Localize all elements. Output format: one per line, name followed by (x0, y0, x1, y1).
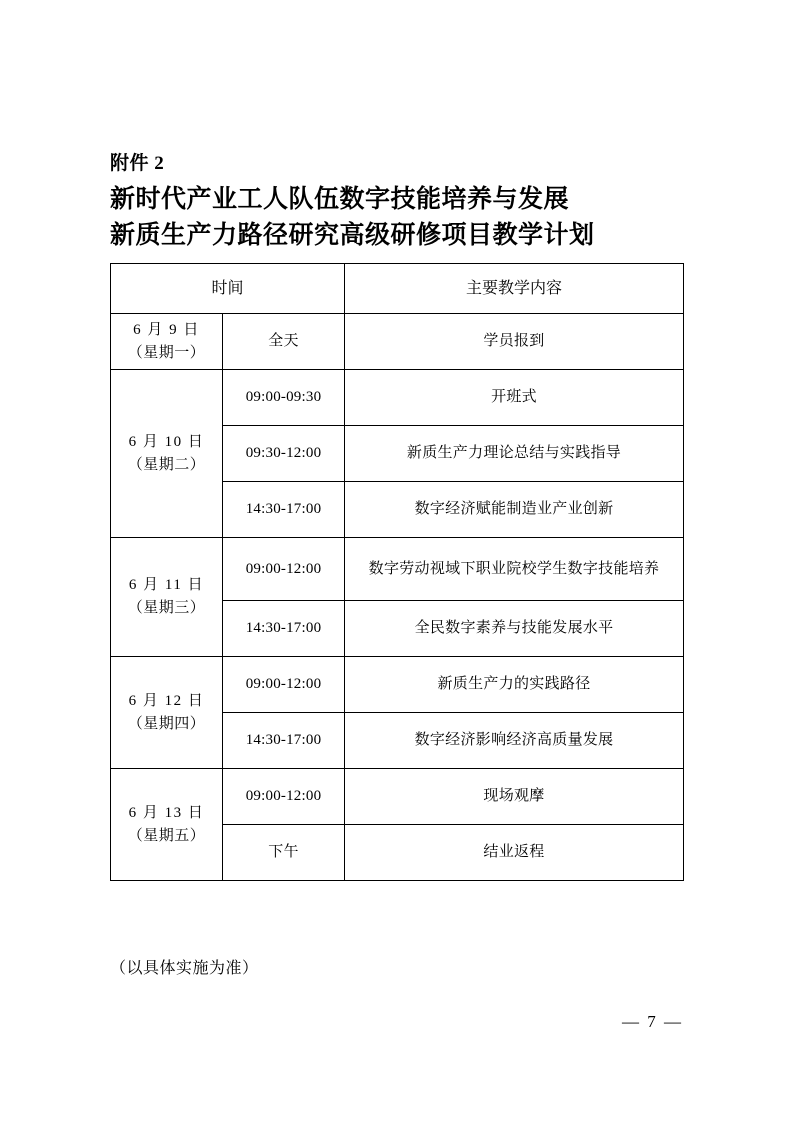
table-row (111, 538, 684, 601)
column-header-time: 时间 (111, 264, 345, 314)
date-cell (111, 314, 223, 370)
date-main: 6 月 10 日 (128, 433, 205, 450)
content-cell: 数字经济影响经济高质量发展 (345, 713, 684, 769)
content-cell: 现场观摩 (345, 769, 684, 825)
date-main: 6 月 13 日 (128, 804, 205, 821)
date-cell (111, 769, 223, 881)
page-title (110, 182, 690, 254)
footnote: （以具体实施为准） (110, 960, 259, 977)
table-row (111, 769, 684, 825)
content-cell: 开班式 (345, 370, 684, 426)
date-sub: （星期二） (127, 456, 206, 473)
date-main: 6 月 12 日 (128, 692, 205, 709)
content-cell: 全民数字素养与技能发展水平 (345, 601, 684, 657)
teaching-plan-table (110, 263, 684, 881)
date-sub: （星期五） (127, 827, 206, 844)
date-cell (111, 538, 223, 657)
time-cell: 09:30-12:00 (223, 426, 345, 482)
content-cell: 新质生产力的实践路径 (345, 657, 684, 713)
date-sub: （星期四） (127, 715, 206, 732)
date-sub: （星期三） (127, 600, 206, 616)
content-cell: 数字经济赋能制造业产业创新 (345, 482, 684, 538)
table-row (111, 657, 684, 713)
content-cell: 结业返程 (345, 825, 684, 881)
time-cell: 下午 (223, 825, 345, 881)
date-sub: （星期一） (127, 344, 206, 361)
table-row (111, 370, 684, 426)
date-main: 6 月 11 日 (128, 577, 205, 593)
content-cell: 学员报到 (345, 314, 684, 370)
table-row (111, 314, 684, 370)
page-title-line-2: 新质生产力路径研究高级研修项目教学计划 (110, 222, 595, 249)
time-cell: 09:00-12:00 (223, 769, 345, 825)
date-cell (111, 370, 223, 538)
date-main: 6 月 9 日 (133, 321, 200, 338)
table-header-row (111, 264, 684, 314)
time-cell: 09:00-09:30 (223, 370, 345, 426)
time-cell: 09:00-12:00 (223, 657, 345, 713)
time-cell: 09:00-12:00 (223, 538, 345, 601)
page-title-line-1: 新时代产业工人队伍数字技能培养与发展 (110, 186, 570, 213)
date-cell (111, 657, 223, 769)
page-number: — 7 — (622, 1012, 683, 1031)
attachment-label: 附件 2 (110, 153, 165, 174)
content-cell: 新质生产力理论总结与实践指导 (345, 426, 684, 482)
time-cell: 14:30-17:00 (223, 601, 345, 657)
time-cell: 全天 (223, 314, 345, 370)
column-header-content: 主要教学内容 (345, 264, 684, 314)
content-cell: 数字劳动视域下职业院校学生数字技能培养 (345, 538, 684, 601)
time-cell: 14:30-17:00 (223, 713, 345, 769)
time-cell: 14:30-17:00 (223, 482, 345, 538)
